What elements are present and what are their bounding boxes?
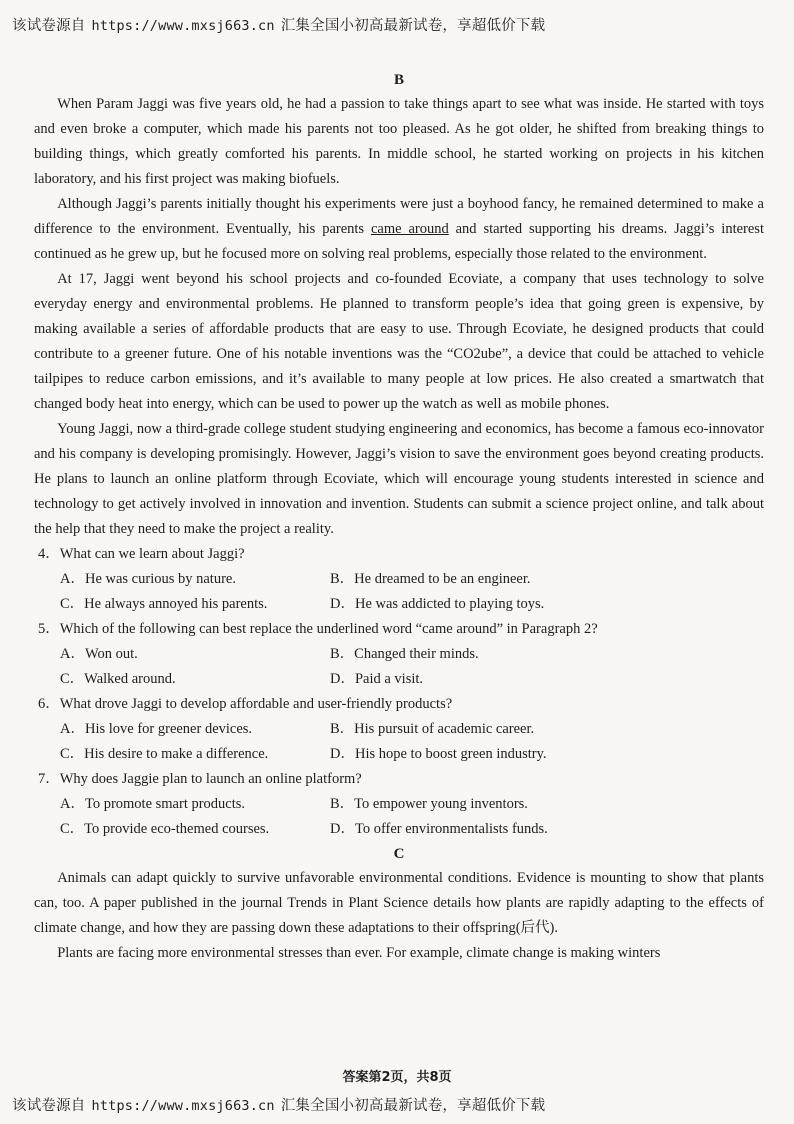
answer-options xyxy=(34,717,764,767)
option-a: A．He was curious by nature. xyxy=(60,571,236,587)
option-a: A．Won out. xyxy=(60,646,138,662)
passage-c-paragraph-2: Plants are facing more environmental stresses than ever. For example, climate change is making winters xyxy=(57,945,661,961)
answer-options xyxy=(34,642,764,692)
watermark-prefix: 该试卷源自 xyxy=(12,18,86,34)
section-c-heading: C xyxy=(393,846,405,862)
question-6 xyxy=(34,692,764,767)
watermark-top xyxy=(12,14,782,35)
option-b: B．He dreamed to be an engineer. xyxy=(330,571,531,587)
passage-b-paragraph-2 xyxy=(34,192,764,267)
question-stem: 5．Which of the following can best replace the underlined word “came around” in Paragraph 2? xyxy=(38,621,598,637)
watermark-prefix: 该试卷源自 xyxy=(12,1098,86,1114)
option-a: A．To promote smart products. xyxy=(60,796,246,812)
question-stem: 7．Why does Jaggie plan to launch an online platform? xyxy=(38,771,362,787)
question-5 xyxy=(34,617,764,692)
option-d: D．His hope to boost green industry. xyxy=(330,746,547,762)
option-b: B．His pursuit of academic career. xyxy=(330,721,535,737)
answer-options xyxy=(34,567,764,617)
option-d: D．Paid a visit. xyxy=(330,671,424,687)
option-b: B．Changed their minds. xyxy=(330,646,479,662)
section-b-heading: B xyxy=(393,72,404,88)
option-c: C．His desire to make a difference. xyxy=(60,746,269,762)
option-c: C．To provide eco-themed courses. xyxy=(60,821,270,837)
question-stem: 6．What drove Jaggi to develop affordable and user-friendly products? xyxy=(38,696,453,712)
watermark-url[interactable]: https://www.mxsj663.cn xyxy=(91,1098,275,1114)
question-stem: 4．What can we learn about Jaggi? xyxy=(38,546,245,562)
underlined-phrase: came around xyxy=(370,221,449,237)
answer-options xyxy=(34,792,764,842)
p2-after: and started supporting his dreams. Jaggi’s interest continued as he grew up, but he focused more on solving real problems, especially those related to the environment. xyxy=(34,221,764,262)
watermark-suffix: 汇集全国小初高最新试卷，享超低价下载 xyxy=(280,18,546,34)
option-d: D．To offer environmentalists funds. xyxy=(330,821,548,837)
option-a: A．His love for greener devices. xyxy=(60,721,253,737)
page-footer: 答案第2页，共8页 xyxy=(342,1070,452,1085)
watermark-url[interactable]: https://www.mxsj663.cn xyxy=(91,18,275,34)
question-4 xyxy=(34,542,764,617)
passage-c-paragraph-1: Animals can adapt quickly to survive unfavorable environmental conditions. Evidence is mounting to show that plants can, too. A paper published in the journal Trends in Plant Science details how plants are rapidly adapting to the effects of climate change, and how they are passing down these adaptations to their offspring(后代). xyxy=(34,870,764,936)
passage-b-paragraph-4: Young Jaggi, now a third-grade college student studying engineering and economics, has become a famous eco-innovator and his company is developing promisingly. However, Jaggi’s vision to save the environment goes beyond creating products. He plans to launch an online platform through Ecoviate, which will encourage young students interested in science and technology to get actively involved in innovation and invention. Students can submit a science project online, and talk about the help that they need to make the project a reality. xyxy=(34,421,764,537)
p2-before: Although Jaggi’s parents initially thought his experiments were just a boyhood fancy, he remained determined to make a difference to the environment. Eventually, his parents xyxy=(34,196,764,237)
passage-b-paragraph-3: At 17, Jaggi went beyond his school projects and co-founded Ecoviate, a company that uses technology to solve everyday energy and environmental problems. He planned to transform people’s idea that going green is expensive, by making available a series of affordable products that are easy to use. Through Ecoviate, he designed products that could contribute to a greener future. One of his notable inventions was the “CO2ube”, a device that could be attached to vehicle tailpipes to reduce carbon emissions, and it’s available to many people at low prices. He also created a smartwatch that changed body heat into energy, which can be used to power up the watch as well as mobile phones. xyxy=(34,271,764,412)
option-b: B．To empower young inventors. xyxy=(330,796,528,812)
watermark-bottom xyxy=(12,1094,782,1115)
option-c: C．Walked around. xyxy=(60,671,176,687)
option-d: D．He was addicted to playing toys. xyxy=(330,596,545,612)
option-c: C．He always annoyed his parents. xyxy=(60,596,268,612)
passage-b-paragraph-1: When Param Jaggi was five years old, he had a passion to take things apart to see what was inside. He started with toys and even broke a computer, which made his parents not too pleased. As he got older, he shifted from breaking things to building things, which greatly comforted his parents. In middle school, he started working on projects in his kitchen laboratory, and his first project was making biofuels. xyxy=(34,96,764,187)
page-content xyxy=(34,68,764,966)
question-7 xyxy=(34,767,764,842)
watermark-suffix: 汇集全国小初高最新试卷，享超低价下载 xyxy=(280,1098,546,1114)
